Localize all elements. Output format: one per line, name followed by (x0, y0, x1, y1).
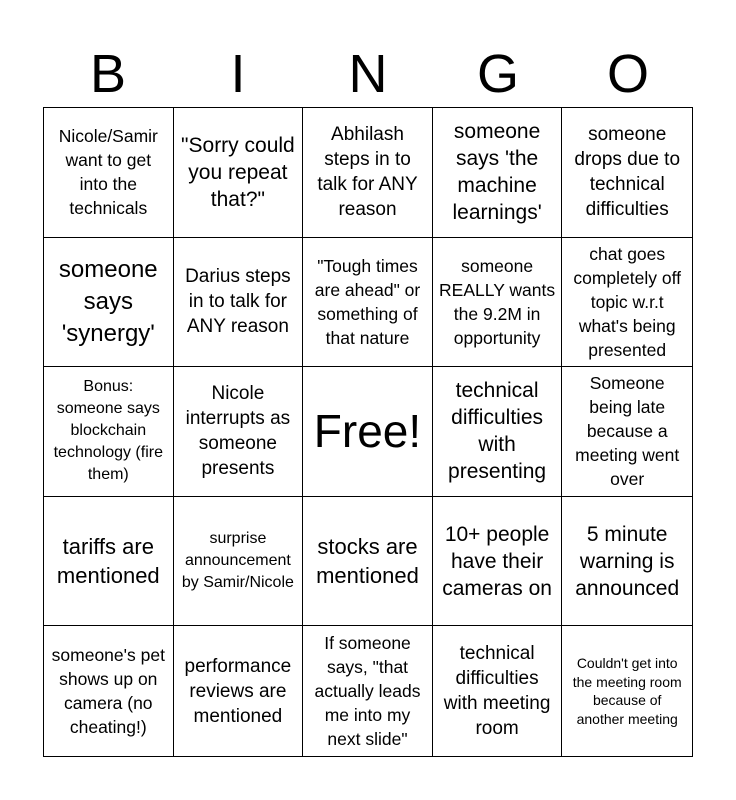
cell-text: someone says 'the machine learnings' (452, 120, 542, 225)
bingo-cell[interactable] (562, 497, 692, 627)
bingo-cell[interactable] (174, 108, 304, 238)
cell-text: tariffs are mentioned (56, 534, 160, 589)
cell-text: someone drops due to technical difficulties (574, 124, 681, 221)
bingo-cell[interactable] (433, 626, 563, 756)
free-space-cell[interactable] (303, 367, 433, 497)
bingo-cell[interactable] (562, 367, 692, 497)
bingo-cell[interactable] (44, 497, 174, 627)
bingo-cell[interactable] (174, 238, 304, 368)
bingo-cell[interactable] (44, 238, 174, 368)
header-letter-o: O (606, 44, 649, 104)
bingo-cell[interactable] (562, 238, 692, 368)
header-letter-i: I (230, 44, 246, 104)
cell-text: If someone says, "that actually leads me into my next slide" (314, 633, 421, 750)
header-letter-n: N (348, 44, 388, 104)
cell-text: Someone being late because a meeting went over (575, 373, 680, 490)
cell-text: Bonus: someone says blockchain technology (fire them) (53, 378, 163, 484)
cell-text: someone says 'synergy' (58, 255, 158, 347)
bingo-cell[interactable] (44, 367, 174, 497)
cell-text: someone's pet shows up on camera (no cheating!) (51, 645, 165, 738)
bingo-cell[interactable] (433, 497, 563, 627)
bingo-cell[interactable] (303, 108, 433, 238)
bingo-cell[interactable] (303, 497, 433, 627)
bingo-cell[interactable] (174, 367, 304, 497)
header-letter-b: B (89, 44, 127, 104)
cell-text: performance reviews are mentioned (184, 655, 292, 727)
cell-text: someone REALLY wants the 9.2M in opportunity (439, 255, 556, 348)
cell-text: "Tough times are ahead" or something of that nature (314, 255, 421, 348)
free-space-text: Free! (313, 405, 422, 458)
cell-text: Darius steps in to talk for ANY reason (185, 266, 291, 338)
bingo-cell[interactable] (433, 108, 563, 238)
bingo-cell[interactable] (303, 238, 433, 368)
bingo-header (43, 40, 693, 108)
cell-text: stocks are mentioned (316, 534, 419, 589)
header-letter-g: G (476, 44, 519, 104)
bingo-cell[interactable] (44, 108, 174, 238)
cell-text: Nicole/Samir want to get into the technicals (58, 126, 158, 219)
cell-text: Abhilash steps in to talk for ANY reason (317, 124, 418, 221)
bingo-board (43, 107, 693, 757)
bingo-cell[interactable] (433, 367, 563, 497)
bingo-cell[interactable] (44, 626, 174, 756)
bingo-cell[interactable] (174, 497, 304, 627)
cell-text: technical difficulties with presenting (448, 379, 547, 484)
bingo-cell[interactable] (433, 238, 563, 368)
bingo-cell[interactable] (562, 108, 692, 238)
cell-text: surprise announcement by Samir/Nicole (181, 530, 294, 592)
cell-text: technical difficulties with meeting room (443, 643, 551, 740)
cell-text: 10+ people have their cameras on (442, 522, 552, 600)
cell-text: Nicole interrupts as someone presents (185, 383, 291, 480)
bingo-cell[interactable] (174, 626, 304, 756)
bingo-cell[interactable] (303, 626, 433, 756)
bingo-cell[interactable] (562, 626, 692, 756)
cell-text: Couldn't get into the meeting room because of another meeting (572, 655, 682, 727)
cell-text: 5 minute warning is announced (575, 522, 680, 600)
cell-text: "Sorry could you repeat that?" (181, 133, 295, 211)
cell-text: chat goes completely off topic w.r.t what's being presented (573, 243, 682, 360)
